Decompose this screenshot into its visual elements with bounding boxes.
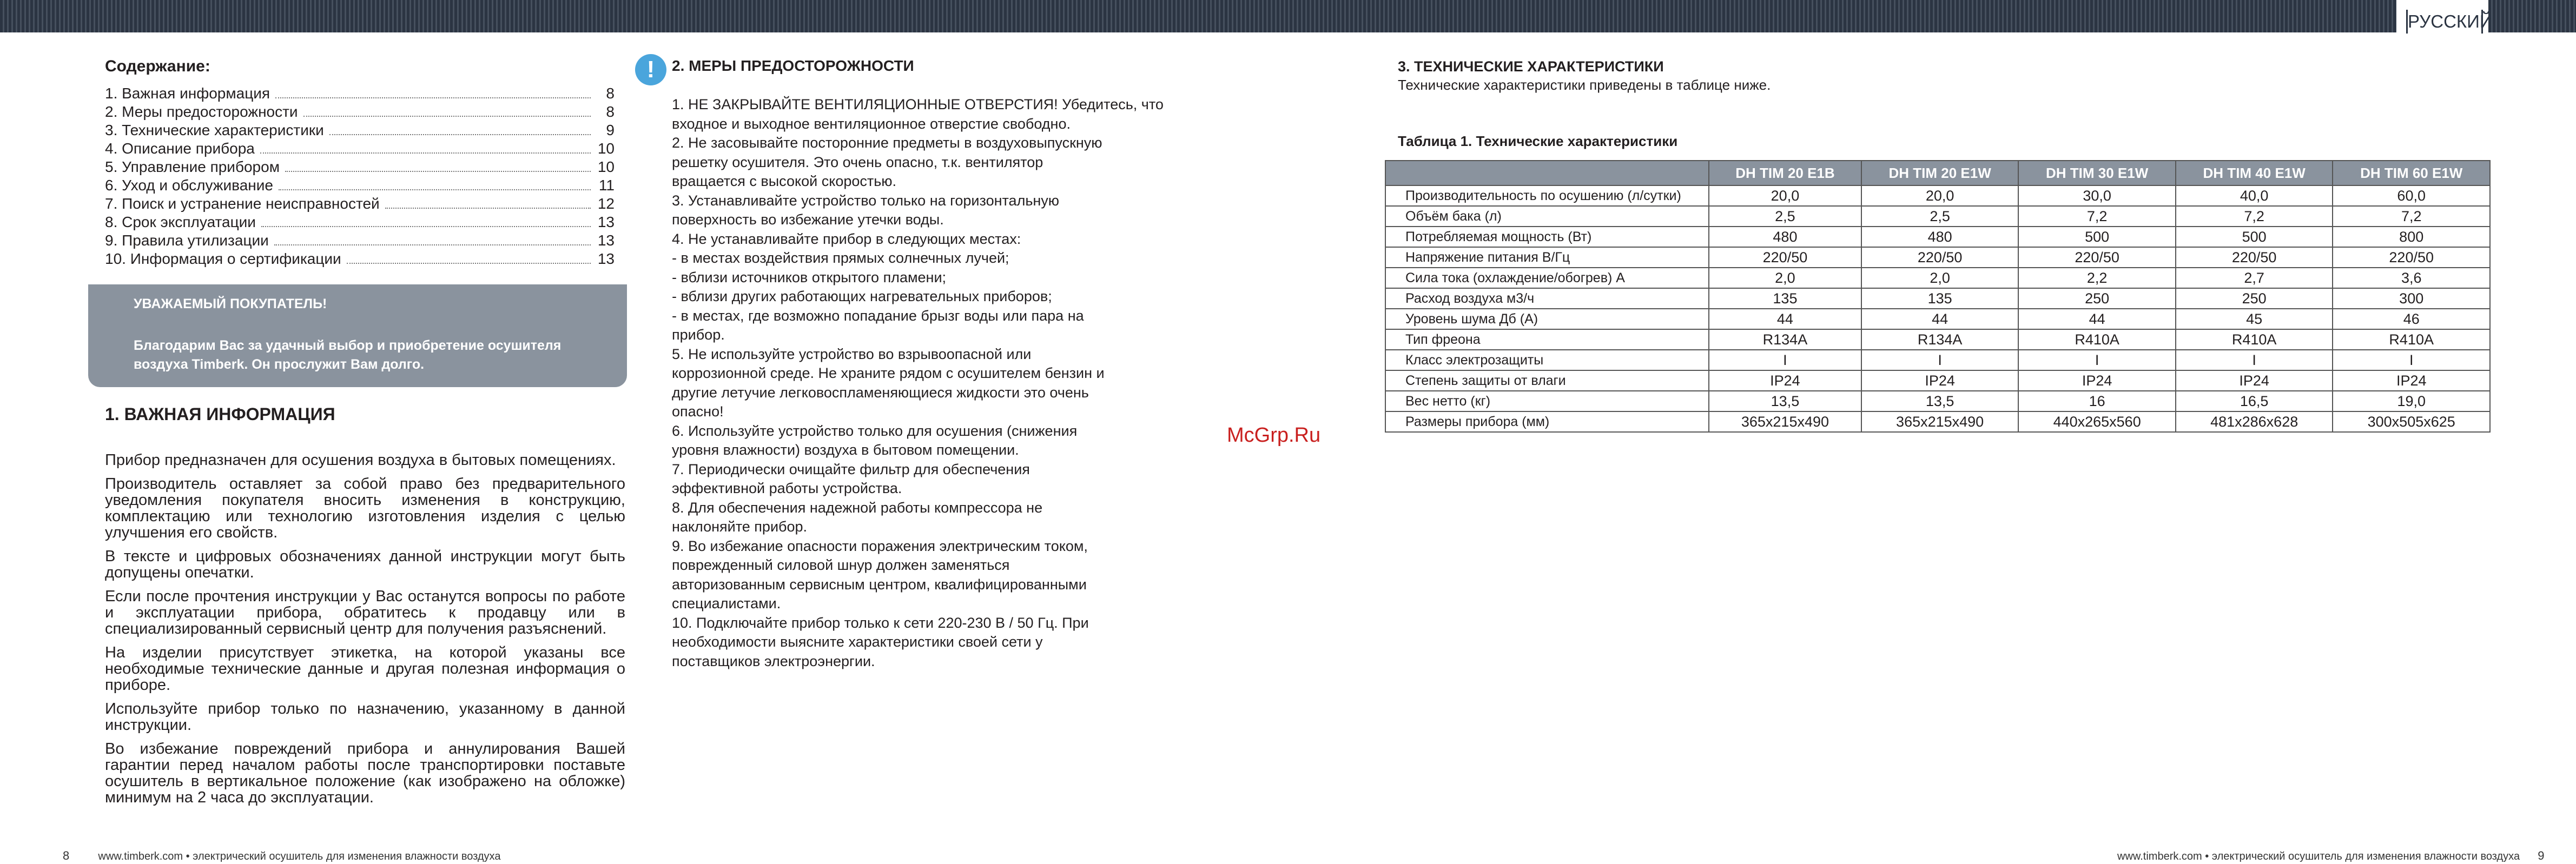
section2-line: вращается с высокой скоростью. [672, 173, 897, 189]
toc-item-label: 6. Уход и обслуживание [105, 177, 273, 194]
spec-value: IP24 [1861, 370, 2019, 391]
section2-body [672, 95, 1164, 671]
spec-param-name: Тип фреона [1385, 329, 1709, 350]
section2-line: 10. Подключайте прибор только к сети 220-230 В / 50 Гц. При [672, 614, 1089, 631]
spec-column-header: DH TIM 60 E1W [2333, 161, 2490, 185]
spec-row [1385, 247, 2490, 268]
section2-line: наклоняйте прибор. [672, 519, 808, 535]
spec-param-name: Напряжение питания В/Гц [1385, 247, 1709, 268]
spec-value: 44 [2018, 309, 2176, 329]
toc-item-page: 11 [598, 177, 615, 194]
notice-title: УВАЖАЕМЫЙ ПОКУПАТЕЛЬ! [134, 296, 327, 311]
toc-leader-dots [260, 143, 591, 154]
language-label: РУССКИЙ [2406, 10, 2483, 34]
spec-value: 220/50 [2018, 247, 2176, 268]
section2-line: эффективной работы устройства. [672, 480, 902, 496]
section1-paragraph: Прибор предназначен для осушения воздуха в бытовых помещениях. [105, 451, 616, 469]
toc-title: Содержание: [105, 57, 210, 75]
spec-value: I [2018, 350, 2176, 370]
toc-item-label: 7. Поиск и устранение неисправностей [105, 195, 380, 212]
section1-body [105, 452, 625, 813]
toc-item [105, 231, 615, 250]
section2-line: 1. НЕ ЗАКРЫВАЙТЕ ВЕНТИЛЯЦИОННЫЕ ОТВЕРСТИЯ! Убедитесь, что [672, 96, 1164, 112]
toc-item [105, 176, 615, 195]
spec-value: R134A [1709, 329, 1861, 350]
section1-paragraph: На изделии присутствует этикетка, на которой указаны все необходимые технические данные и другая полезная информация о приборе. [105, 644, 625, 694]
spec-value: 500 [2176, 227, 2333, 247]
spec-row [1385, 370, 2490, 391]
section2-line: 5. Не используйте устройство во взрывоопасной или [672, 345, 1032, 362]
toc-item-page: 8 [606, 85, 615, 102]
spec-value: 7,2 [2333, 206, 2490, 227]
spec-value: 440х265х560 [2018, 411, 2176, 432]
spec-param-name: Потребляемая мощность (Вт) [1385, 227, 1709, 247]
spec-value: IP24 [2333, 370, 2490, 391]
spec-column-header: DH TIM 20 E1W [1861, 161, 2019, 185]
section1-paragraph: Используйте прибор только по назначению, указанному в данной инструкции. [105, 700, 625, 734]
spec-value: 800 [2333, 227, 2490, 247]
exclamation-icon: ! [635, 54, 666, 85]
spec-value: IP24 [2018, 370, 2176, 391]
spec-value: 13,5 [1709, 391, 1861, 411]
customer-notice [88, 284, 627, 387]
spec-row [1385, 227, 2490, 247]
spec-value: 20,0 [1861, 185, 2019, 206]
spec-value: 13,5 [1861, 391, 2019, 411]
section1-paragraph: В тексте и цифровых обозначениях данной инструкции могут быть допущены опечатки. [105, 548, 625, 581]
spec-value: 220/50 [2333, 247, 2490, 268]
spec-row [1385, 411, 2490, 432]
spec-value: 44 [1861, 309, 2019, 329]
spec-param-name: Расход воздуха м3/ч [1385, 288, 1709, 309]
spec-row [1385, 329, 2490, 350]
spec-value: 365х215х490 [1709, 411, 1861, 432]
toc-leader-dots [303, 106, 591, 117]
section2-line: 6. Используйте устройство только для осушения (снижения [672, 422, 1078, 439]
spec-value: 135 [1709, 288, 1861, 309]
table-of-contents [105, 84, 615, 268]
spec-value: 20,0 [1709, 185, 1861, 206]
toc-item-label: 9. Правила утилизации [105, 232, 269, 249]
spec-value: 480 [1709, 227, 1861, 247]
footer-right [2117, 849, 2544, 863]
section1-title: 1. ВАЖНАЯ ИНФОРМАЦИЯ [105, 404, 335, 424]
spec-value: 480 [1861, 227, 2019, 247]
spec-value: I [2176, 350, 2333, 370]
footer-right-text: www.timberk.com • электрический осушитель для изменения влажности воздуха [2117, 850, 2520, 862]
section2-line: специалистами. [672, 595, 781, 612]
section2-line: - в местах воздействия прямых солнечных лучей; [672, 250, 1009, 266]
toc-item [105, 213, 615, 231]
spec-value: 220/50 [2176, 247, 2333, 268]
spec-value: 365х215х490 [1861, 411, 2019, 432]
spec-value: 250 [2176, 288, 2333, 309]
spec-value: IP24 [1709, 370, 1861, 391]
spec-value: 300 [2333, 288, 2490, 309]
spec-value: I [1709, 350, 1861, 370]
toc-leader-dots [275, 88, 591, 98]
spec-value: 2,0 [1709, 268, 1861, 288]
section2-line: 9. Во избежание опасности поражения электрическим током, [672, 537, 1088, 554]
spec-value: 19,0 [2333, 391, 2490, 411]
spec-value: R134A [1861, 329, 2019, 350]
section2-line: поврежденный силовой шнур должен заменяться [672, 557, 1010, 573]
toc-leader-dots [329, 124, 591, 135]
toc-item-label: 5. Управление прибором [105, 158, 280, 175]
spec-row [1385, 350, 2490, 370]
toc-item [105, 250, 615, 268]
toc-item [105, 121, 615, 139]
section2-line: 8. Для обеспечения надежной работы компрессора не [672, 499, 1043, 516]
spec-value: 2,0 [1861, 268, 2019, 288]
spec-value: 2,7 [2176, 268, 2333, 288]
section2-line: другие летучие легковоспламеняющиеся жидкости это очень [672, 384, 1089, 401]
spec-value: I [2333, 350, 2490, 370]
watermark: McGrp.Ru [1227, 424, 1321, 447]
spec-value: 135 [1861, 288, 2019, 309]
spec-value: 500 [2018, 227, 2176, 247]
notice-text: Благодарим Вас за удачный выбор и приобретение осушителя воздуха Timberk. Он прослужит Вам долго. [134, 338, 562, 372]
section2-line: необходимости выясните характеристики своей сети у [672, 634, 1043, 650]
spec-row [1385, 268, 2490, 288]
page-number-right: 9 [2538, 849, 2545, 862]
toc-leader-dots [385, 198, 591, 209]
section1-paragraph: Во избежание повреждений прибора и аннулирования Вашей гарантии перед началом работы после транспортировки поставьте осушитель в вертикальное положение (как изображено на обложке) минимум на 2 часа до эксплуатации. [105, 740, 625, 806]
spec-value: 44 [1709, 309, 1861, 329]
toc-leader-dots [347, 253, 591, 264]
spec-row [1385, 206, 2490, 227]
section2-line: коррозионной среде. Не храните рядом с осушителем бензин и [672, 365, 1105, 381]
spec-value: R410A [2176, 329, 2333, 350]
section1-paragraph: Производитель оставляет за собой право без предварительного уведомления покупателя вносить изменения в конструкцию, комплектацию или технологию изготовления изделия с целью улучшения его свойств. [105, 475, 625, 541]
toc-item-page: 13 [597, 232, 615, 249]
spec-value: 45 [2176, 309, 2333, 329]
spec-value: 220/50 [1709, 247, 1861, 268]
toc-leader-dots [261, 216, 591, 227]
section2-line: 4. Не устанавливайте прибор в следующих местах: [672, 230, 1021, 247]
section3-subtitle: Технические характеристики приведены в таблице ниже. [1398, 77, 1771, 93]
spec-column-header: DH TIM 30 E1W [2018, 161, 2176, 185]
spec-value: 2,5 [1861, 206, 2019, 227]
section1-paragraph: Если после прочтения инструкции у Вас останутся вопросы по работе и эксплуатации прибора, обратитесь к продавцу или в специализированный сервисный центр для получения разъяснений. [105, 588, 625, 637]
spec-value: IP24 [2176, 370, 2333, 391]
section2-line: поставщиков электроэнергии. [672, 653, 875, 669]
section2-line: авторизованным сервисным центром, квалифицированными [672, 576, 1087, 593]
spec-value: 30,0 [2018, 185, 2176, 206]
spec-param-name: Класс электрозащиты [1385, 350, 1709, 370]
spec-value: R410A [2018, 329, 2176, 350]
toc-item [105, 139, 615, 158]
spec-row [1385, 288, 2490, 309]
spec-param-name: Размеры прибора (мм) [1385, 411, 1709, 432]
section2-line: входное и выходное вентиляционное отверстие свободно. [672, 115, 1071, 132]
toc-item [105, 195, 615, 213]
section2-line: 7. Периодически очищайте фильтр для обеспечения [672, 461, 1030, 477]
spec-value: 7,2 [2176, 206, 2333, 227]
spec-param-name: Степень защиты от влаги [1385, 370, 1709, 391]
toc-item-label: 10. Информация о сертификации [105, 250, 341, 267]
section2-title: 2. МЕРЫ ПРЕДОСТОРОЖНОСТИ [672, 57, 914, 74]
toc-item-page: 12 [597, 195, 615, 212]
toc-item-page: 8 [606, 103, 615, 120]
spec-value: 16 [2018, 391, 2176, 411]
toc-item [105, 103, 615, 121]
toc-item-page: 10 [597, 158, 615, 175]
section2-line: - вблизи источников открытого пламени; [672, 269, 947, 285]
spec-param-name: Вес нетто (кг) [1385, 391, 1709, 411]
section2-line: прибор. [672, 327, 725, 343]
spec-value: 7,2 [2018, 206, 2176, 227]
toc-leader-dots [279, 180, 591, 190]
spec-value: R410A [2333, 329, 2490, 350]
toc-item [105, 158, 615, 176]
toc-item-page: 13 [597, 250, 615, 267]
toc-item-page: 10 [597, 140, 615, 157]
section2-line: решетку осушителя. Это очень опасно, т.к. вентилятор [672, 154, 1043, 170]
spec-header-blank [1385, 161, 1709, 185]
spec-param-name: Сила тока (охлаждение/обогрев) А [1385, 268, 1709, 288]
section2-line: опасно! [672, 403, 724, 420]
spec-column-header: DH TIM 40 E1W [2176, 161, 2333, 185]
section2-line: поверхность во избежание утечки воды. [672, 211, 944, 228]
section2-line: - в местах, где возможно попадание брызг воды или пара на [672, 307, 1084, 324]
section2-line: 2. Не засовывайте посторонние предметы в воздуховыпускную [672, 135, 1102, 151]
spec-param-name: Производительность по осушению (л/сутки) [1385, 185, 1709, 206]
footer-left [63, 849, 500, 863]
toc-item [105, 84, 615, 103]
spec-param-name: Уровень шума Дб (А) [1385, 309, 1709, 329]
toc-item-label: 2. Меры предосторожности [105, 103, 298, 120]
spec-value: 46 [2333, 309, 2490, 329]
toc-item-label: 1. Важная информация [105, 85, 270, 102]
spec-value: 60,0 [2333, 185, 2490, 206]
spec-value: I [1861, 350, 2019, 370]
header-stripe-bar [0, 0, 2576, 32]
section2-line: - вблизи других работающих нагревательных приборов; [672, 288, 1052, 304]
spec-value: 2,5 [1709, 206, 1861, 227]
toc-item-page: 13 [597, 214, 615, 230]
spec-value: 250 [2018, 288, 2176, 309]
spec-value: 300х505х625 [2333, 411, 2490, 432]
spec-column-header: DH TIM 20 E1B [1709, 161, 1861, 185]
spec-row [1385, 185, 2490, 206]
toc-item-page: 9 [606, 122, 615, 138]
spec-table-title: Таблица 1. Технические характеристики [1398, 133, 1678, 149]
spec-param-name: Объём бака (л) [1385, 206, 1709, 227]
footer-left-text: www.timberk.com • электрический осушитель для изменения влажности воздуха [98, 850, 501, 862]
spec-value: 16,5 [2176, 391, 2333, 411]
toc-leader-dots [274, 235, 591, 245]
spec-value: 220/50 [1861, 247, 2019, 268]
section3-title: 3. ТЕХНИЧЕСКИЕ ХАРАКТЕРИСТИКИ [1398, 58, 1664, 75]
spec-value: 2,2 [2018, 268, 2176, 288]
toc-item-label: 4. Описание прибора [105, 140, 255, 157]
section2-line: уровня влажности) воздуха в бытовом помещении. [672, 442, 1019, 458]
toc-item-label: 8. Срок эксплуатации [105, 214, 256, 230]
spec-value: 3,6 [2333, 268, 2490, 288]
toc-leader-dots [285, 161, 591, 172]
spec-row [1385, 391, 2490, 411]
spec-table-header [1385, 161, 2490, 185]
toc-item-label: 3. Технические характеристики [105, 122, 324, 138]
spec-value: 40,0 [2176, 185, 2333, 206]
spec-table [1385, 160, 2491, 433]
section2-line: 3. Устанавливайте устройство только на горизонтальную [672, 192, 1060, 209]
spec-row [1385, 309, 2490, 329]
page-number-left: 8 [63, 849, 70, 862]
spec-value: 481х286х628 [2176, 411, 2333, 432]
